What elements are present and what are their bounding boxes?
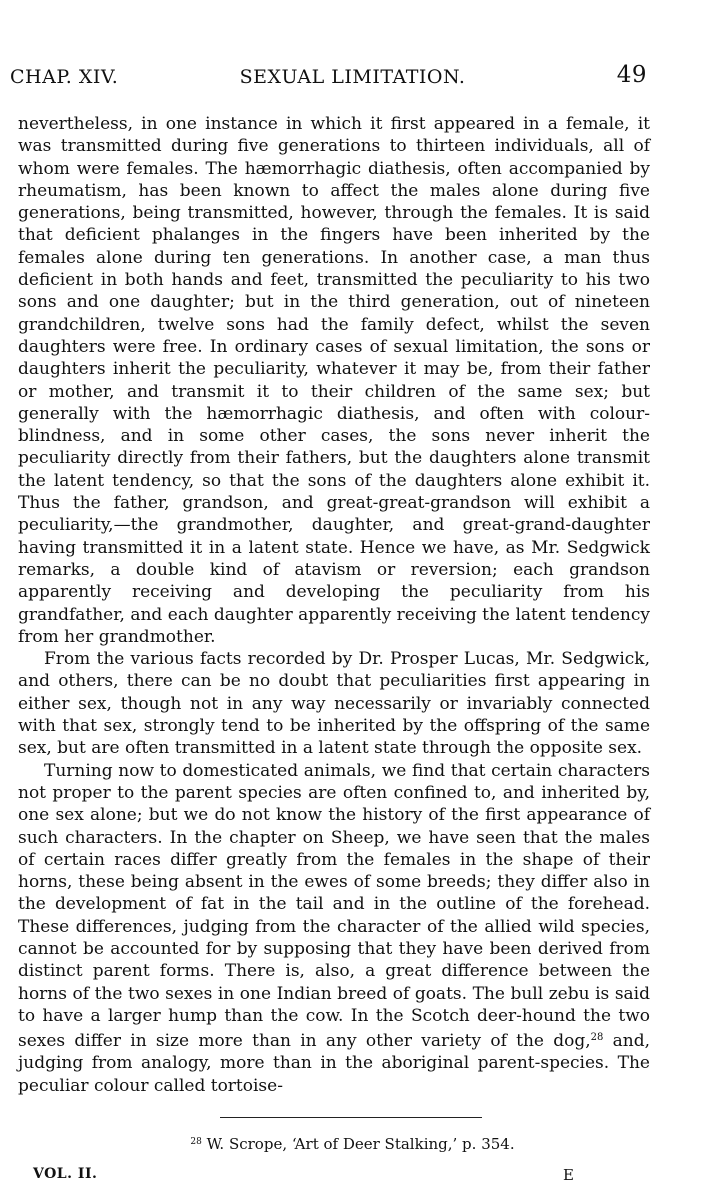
footnote-marker: 28 bbox=[190, 1137, 202, 1147]
paragraph-3-text-after: and, judging from analogy, more than in the aboriginal parent-species. The peculiar colour called tortoise- bbox=[18, 1031, 651, 1096]
paragraph-3 bbox=[18, 760, 650, 1097]
running-title: SEXUAL LIMITATION. bbox=[239, 66, 466, 88]
signature-mark: E bbox=[563, 1166, 574, 1184]
footnote-reference: 28 bbox=[590, 1032, 604, 1044]
footnote-text: W. Scrope, ‘Art of Deer Stalking,’ p. 354. bbox=[201, 1135, 515, 1153]
volume-label: VOL. II. bbox=[33, 1166, 98, 1182]
paragraph-2: From the various facts recorded by Dr. Prosper Lucas, Mr. Sedgwick, and others, there can be no doubt that peculiarities first appearing in either sex, though not in any way necessarily or invariably connected with that sex, strongly tend to be inherited by the offspring of the same sex, but are often transmitted in a latent state through the opposite sex. bbox=[18, 649, 650, 759]
body-text bbox=[18, 113, 650, 1097]
paragraph-3-text-before: Turning now to domesticated animals, we find that certain characters not proper to the parent species are often confined to, and inherited by, one sex alone; but we do not know the history of the first appearance of such characters. In the chapter on Sheep, we have seen that the males of certain races differ greatly from the females in the shape of their horns, these being absent in the ewes of some breeds; they differ also in the development of fat in the tail and in the outline of the forehead. These differences, judging from the character of the allied wild species, cannot be accounted for by supposing that they have been derived from distinct parent forms. There is, also, a great difference between the horns of the two sexes in one Indian breed of goats. The bull zebu is said to have a larger hump than the cow. In the Scotch deer-hound the two sexes differ in size more than in any other variety of the dog, bbox=[18, 760, 650, 1052]
footnote-divider bbox=[220, 1117, 482, 1118]
footnote bbox=[0, 1135, 705, 1153]
paragraph-1: nevertheless, in one instance in which it first appeared in a female, it was transmitted during five generations to thirteen individuals, all of whom were females. The hæmorrhagic diathesis, often accompanied by rheumatism, has been known to affect the males alone during five generations, being transmitted, however, through the females. It is said that deficient phalanges in the fingers have been inherited by the females alone during ten generations. In another case, a man thus deficient in both hands and feet, transmitted the peculiarity to his two sons and one daughter; but in the third generation, out of nineteen grandchildren, twelve sons had the family defect, whilst the seven daughters were free. In ordinary cases of sexual limitation, the sons or daughters inherit the peculiarity, whatever it may be, from their father or mother, and transmit it to their children of the same sex; but generally with the hæmorrhagic diathesis, and often with colour-blindness, and in some other cases, the sons never inherit the peculiarity directly from their fathers, but the daughters alone transmit the latent tendency, so that the sons of the daughters alone exhibit it. Thus the father, grandson, and great-great-grandson will exhibit a peculiarity,—the grandmother, daughter, and great-grand-daughter having transmitted it in a latent state. Hence we have, as Mr. Sedgwick remarks, a double kind of atavism or reversion; each grandson apparently receiving and developing the peculiarity from his grandfather, and each daughter apparently receiving the latent tendency from her grandmother. bbox=[18, 114, 650, 647]
page-number: 49 bbox=[616, 62, 647, 88]
chapter-label: CHAP. XIV. bbox=[10, 66, 119, 88]
running-head bbox=[0, 62, 705, 96]
